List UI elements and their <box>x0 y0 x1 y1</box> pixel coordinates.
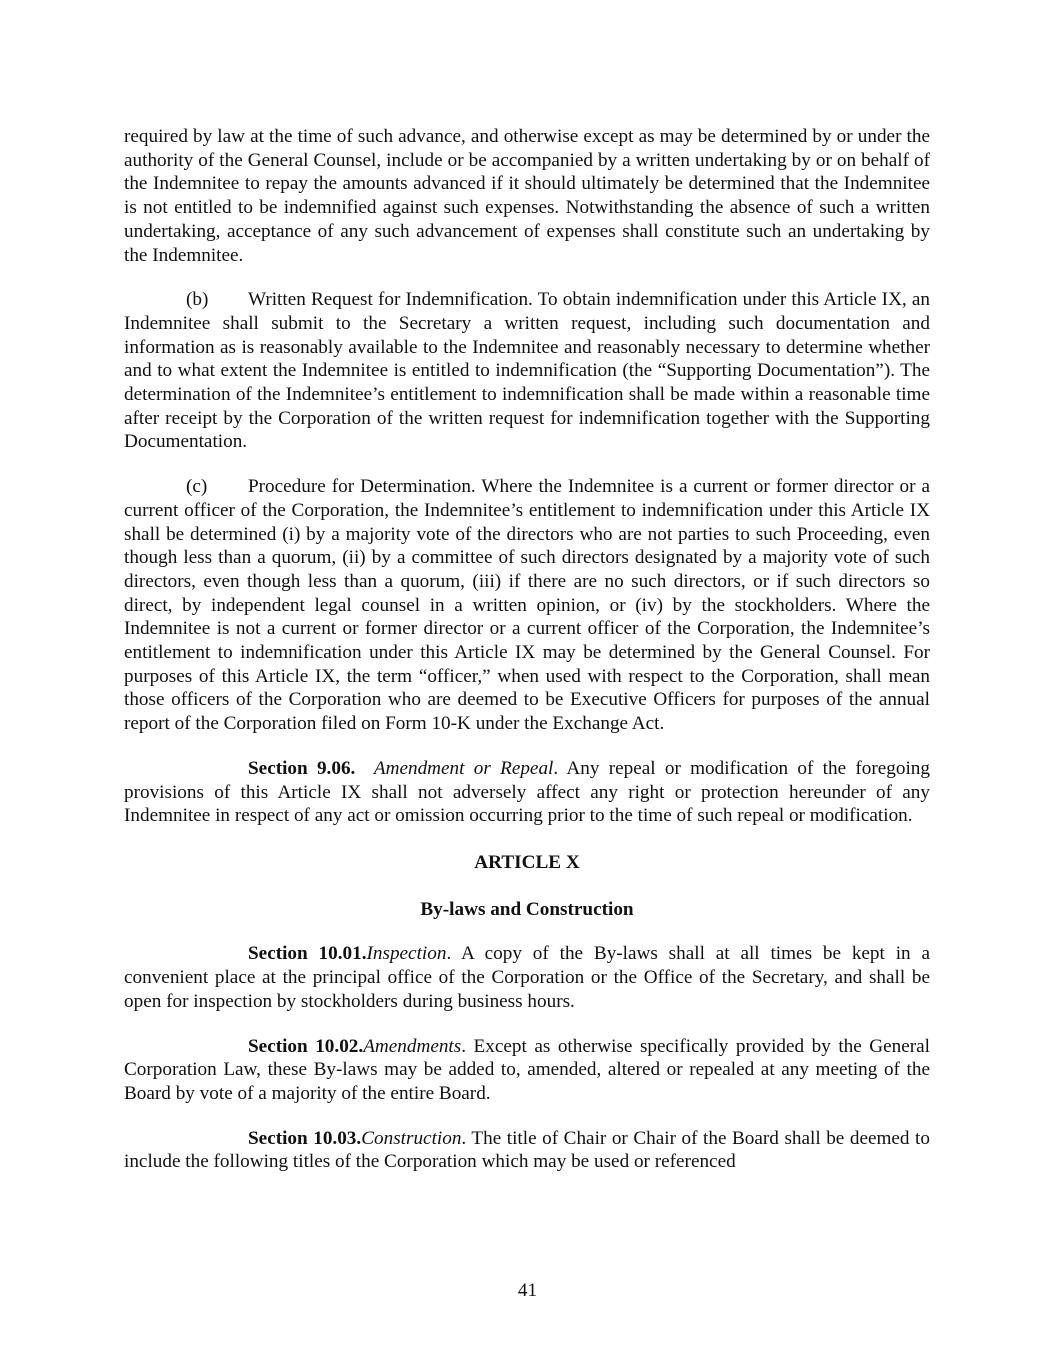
section-text: . Except as otherwise specifically provided by the General Corporation Law, these By-laws may be added to, amended, altered or repealed at any meeting of the Board by vote of a majority of the entire Board. <box>124 1035 930 1104</box>
section-9-06 <box>124 757 930 828</box>
section-title: Inspection <box>366 943 447 965</box>
section-10-02 <box>124 1035 930 1106</box>
section-title: Amendment or Repeal <box>373 757 554 779</box>
section-title: Amendments <box>363 1035 462 1057</box>
article-title: By-laws and Construction <box>420 898 634 920</box>
section-label: Section 10.03. <box>248 1127 362 1149</box>
document-body <box>124 125 930 1174</box>
paragraph-b-written-request <box>124 288 930 454</box>
section-text: . A copy of the By-laws shall at all times be kept in a convenient place at the principal office of the Corporation or the Office of the Secretary, and shall be open for inspection by stockholders during business hours. <box>124 943 930 1012</box>
section-title: Construction <box>361 1127 462 1149</box>
section-10-03 <box>124 1127 930 1174</box>
item-text-b: Written Request for Indemnification. To obtain indemnification under this Article IX, an Indemnitee shall submit to the Secretary a written request, including such documentation and information as is reasonably available to the Indemnitee and reasonably necessary to determine whether and to what extent the Indemnitee is entitled to indemnification (the “Supporting Documentation”). The determination of the Indemnitee’s entitlement to indemnification shall be made within a reasonable time after receipt by the Corporation of the written request for indemnification together with the Supporting Documentation. <box>124 289 930 453</box>
section-label: Section 10.01. <box>248 943 367 965</box>
page-number: 41 <box>517 1280 538 1301</box>
section-label: Section 10.02. <box>248 1035 364 1057</box>
section-text: . Any repeal or modification of the foregoing provisions of this Article IX shall not adversely affect any right or protection hereunder of any Indemnitee in respect of any act or omission occurring prior to the time of such repeal or modification. <box>124 757 930 827</box>
item-label-c: (c) <box>186 476 208 498</box>
paragraph-c-procedure <box>124 475 930 736</box>
section-10-01 <box>124 942 930 1013</box>
item-label-b: (b) <box>186 289 209 311</box>
article-heading: ARTICLE X <box>474 851 580 873</box>
section-label: Section 9.06. <box>248 757 356 779</box>
item-text-c: Procedure for Determination. Where the Indemnitee is a current or former director or a current officer of the Corporation, the Indemnitee’s entitlement to indemnification under this Article IX shall be determined (i) by a majority vote of the directors who are not parties to such Proceeding, even though less than a quorum, (ii) by a committee of such directors designated by a majority vote of such directors, even though less than a quorum, (iii) if there are no such directors, or if such directors so direct, by independent legal counsel in a written opinion, or (iv) by the stockholders. Where the Indemnitee is not a current or former director or a current officer of the Corporation, the Indemnitee’s entitlement to indemnification under this Article IX may be determined by the General Counsel. For purposes of this Article IX, the term “officer,” when used with respect to the Corporation, shall mean those officers of the Corporation who are deemed to be Executive Officers for purposes of the annual report of the Corporation filed on Form 10-K under the Exchange Act. <box>124 476 930 735</box>
section-text: . The title of Chair or Chair of the Board shall be deemed to include the following titles of the Corporation which may be used or referenced <box>124 1127 930 1173</box>
paragraph-advance-continuation: required by law at the time of such advance, and otherwise except as may be determined by or under the authority of the General Counsel, include or be accompanied by a written undertaking by or on behalf of the Indemnitee to repay the amounts advanced if it should ultimately be determined that the Indemnitee is not entitled to be indemnified against such expenses. Notwithstanding the absence of such a written undertaking, acceptance of any such advancement of expenses shall constitute such an undertaking by the Indemnitee. <box>124 126 930 266</box>
